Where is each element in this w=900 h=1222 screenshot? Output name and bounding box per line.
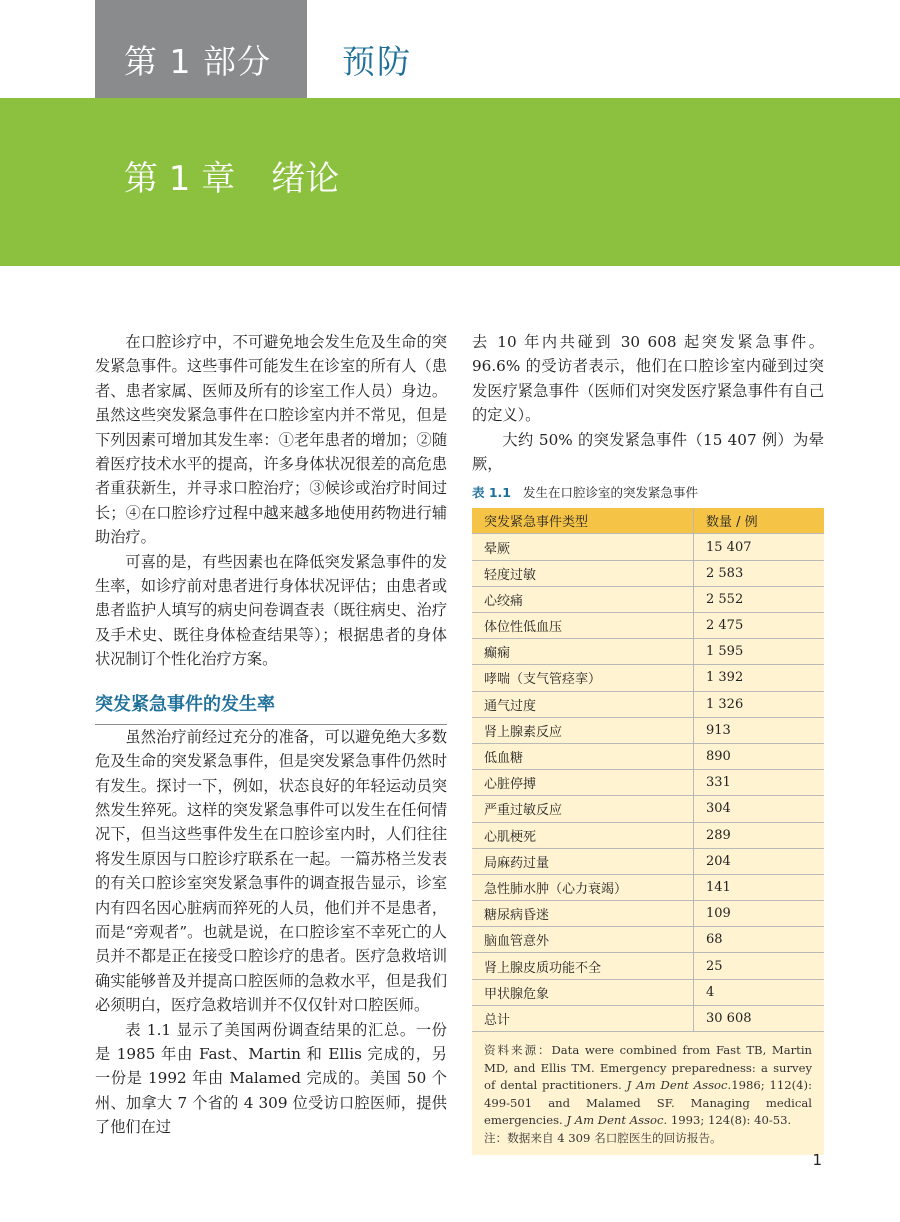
event-count-cell: 304	[694, 796, 825, 822]
right-column	[472, 330, 824, 1155]
event-count-cell: 68	[694, 927, 825, 953]
event-count-cell: 141	[694, 874, 825, 900]
paragraph: 大约 50% 的突发紧急事件（15 407 例）为晕厥，	[472, 430, 824, 474]
table-row	[472, 665, 824, 691]
paragraph: 可喜的是，有些因素也在降低突发紧急事件的发生率，如诊疗前对患者进行身体状况评估；由患者或患者监护人填写的病史问卷调查表（既往病史、治疗及手术史、既往身体检查结果等）；根据患者的身体状况制订个性化治疗方案。	[95, 552, 447, 669]
event-count-cell: 4	[694, 979, 825, 1005]
source-text: 1986; 112(4): 499-501 and Malamed SF. Managing medical emergencies.	[484, 1078, 812, 1127]
table-container	[472, 508, 824, 1155]
source-text: 1993; 124(8): 40-53.	[667, 1113, 792, 1127]
event-type-cell: 心脏停搏	[472, 770, 694, 796]
event-count-cell: 2 552	[694, 586, 825, 612]
event-type-cell: 肾上腺皮质功能不全	[472, 953, 694, 979]
event-type-cell: 急性肺水肿（心力衰竭）	[472, 874, 694, 900]
table-header-row	[472, 508, 824, 534]
event-count-cell: 1 392	[694, 665, 825, 691]
table-row	[472, 901, 824, 927]
event-type-cell: 糖尿病昏迷	[472, 901, 694, 927]
table-row	[472, 848, 824, 874]
event-count-cell: 289	[694, 822, 825, 848]
left-column	[95, 330, 447, 1140]
events-table	[472, 508, 824, 1032]
event-count-cell: 1 326	[694, 691, 825, 717]
table-row	[472, 822, 824, 848]
event-type-cell: 甲状腺危象	[472, 979, 694, 1005]
table-row	[472, 560, 824, 586]
event-count-cell: 331	[694, 770, 825, 796]
event-type-cell: 局麻药过量	[472, 848, 694, 874]
source-text: 资料来源：Data were combined from Fast TB, Martin MD, and Ellis TM. Emergency preparedness: a survey of dental practitioners.	[484, 1043, 812, 1092]
event-count-cell: 204	[694, 848, 825, 874]
table-row	[472, 874, 824, 900]
part-name: 预防	[342, 42, 412, 81]
table-row	[472, 639, 824, 665]
table-row	[472, 796, 824, 822]
event-type-cell: 通气过度	[472, 691, 694, 717]
table-row	[472, 743, 824, 769]
event-type-cell: 晕厥	[472, 534, 694, 560]
event-count-cell: 2 475	[694, 613, 825, 639]
event-type-cell: 体位性低血压	[472, 613, 694, 639]
event-count-cell: 1 595	[694, 639, 825, 665]
event-count-cell: 913	[694, 717, 825, 743]
part-label: 第 1 部分	[124, 42, 271, 81]
paragraph: 虽然治疗前经过充分的准备，可以避免绝大多数危及生命的突发紧急事件，但是突发紧急事件仍然时有发生。探讨一下，例如，状态良好的年轻运动员突然发生猝死。这样的突发紧急事件可以发生在任何情况下，但当这些事件发生在口腔诊室内时，人们往往将发生原因与口腔诊疗联系在一起。一篇苏格兰发表的有关口腔诊室突发紧急事件的调查报告显示，诊室内有四名因心脏病而猝死的人员，他们并不是患者，而是“旁观者”。也就是说，在口腔诊室不幸死亡的人员并不都是正在接受口腔诊疗的患者。医疗急救培训确实能够普及并提高口腔医师的急救水平，但是我们必须明白，医疗急救培训并不仅仅针对口腔医师。	[95, 727, 447, 1015]
paragraph: 在口腔诊疗中，不可避免地会发生危及生命的突发紧急事件。这些事件可能发生在诊室的所有人（患者、患者家属、医师及所有的诊室工作人员）身边。虽然这些突发紧急事件在口腔诊室内并不常见，但是下列因素可增加其发生率：①老年患者的增加；②随着医疗技术水平的提高，许多身体状况很差的高危患者重获新生，并寻求口腔治疗；③候诊或治疗时间过长；④在口腔诊疗过程中越来越多地使用药物进行辅助治疗。	[95, 333, 447, 547]
source-journal: J Am Dent Assoc.	[626, 1078, 732, 1092]
event-count-cell: 25	[694, 953, 825, 979]
table-note: 注：数据来自 4 309 名口腔医生的回访报告。	[484, 1130, 722, 1145]
table-row	[472, 534, 824, 560]
table-source	[472, 1032, 824, 1155]
chapter-name: 绪论	[271, 159, 340, 199]
column-header-count: 数量 / 例	[694, 508, 825, 534]
table-row	[472, 613, 824, 639]
chapter-label: 第 1 章	[124, 159, 236, 199]
event-type-cell: 脑血管意外	[472, 927, 694, 953]
table-row	[472, 979, 824, 1005]
table-caption	[472, 484, 824, 502]
event-type-cell: 轻度过敏	[472, 560, 694, 586]
column-header-type: 突发紧急事件类型	[472, 508, 694, 534]
total-count-cell: 30 608	[694, 1005, 825, 1031]
chapter-band	[0, 98, 900, 266]
chapter-title	[124, 159, 340, 199]
event-type-cell: 低血糖	[472, 743, 694, 769]
table-total-row	[472, 1005, 824, 1031]
section-heading: 突发紧急事件的发生率	[95, 694, 447, 725]
paragraph: 表 1.1 显示了美国两份调查结果的汇总。一份是 1985 年由 Fast、Martin 和 Ellis 完成的，另一份是 1992 年由 Malamed 完成的。美国 50 个州、加拿大 7 个省的 4 309 位受访口腔医师，提供了他们在过	[95, 1020, 447, 1137]
table-row	[472, 927, 824, 953]
table-body	[472, 534, 824, 1032]
total-label-cell: 总计	[472, 1005, 694, 1031]
event-type-cell: 肾上腺素反应	[472, 717, 694, 743]
event-type-cell: 心绞痛	[472, 586, 694, 612]
event-count-cell: 890	[694, 743, 825, 769]
table-row	[472, 953, 824, 979]
table-row	[472, 770, 824, 796]
table-row	[472, 586, 824, 612]
event-type-cell: 心肌梗死	[472, 822, 694, 848]
source-journal: J Am Dent Assoc.	[566, 1113, 668, 1127]
event-count-cell: 2 583	[694, 560, 825, 586]
paragraph: 去 10 年内共碰到 30 608 起突发紧急事件。96.6% 的受访者表示，他们在口腔诊室内碰到过突发医疗紧急事件（医师们对突发医疗紧急事件有自己的定义）。	[472, 333, 824, 425]
event-count-cell: 109	[694, 901, 825, 927]
event-type-cell: 哮喘（支气管痉挛）	[472, 665, 694, 691]
table-title: 发生在口腔诊室的突发紧急事件	[523, 485, 699, 501]
event-type-cell: 癫痫	[472, 639, 694, 665]
page-number: 1	[812, 1151, 822, 1169]
table-number: 表 1.1	[472, 485, 511, 501]
event-count-cell: 15 407	[694, 534, 825, 560]
table-row	[472, 717, 824, 743]
event-type-cell: 严重过敏反应	[472, 796, 694, 822]
table-row	[472, 691, 824, 717]
